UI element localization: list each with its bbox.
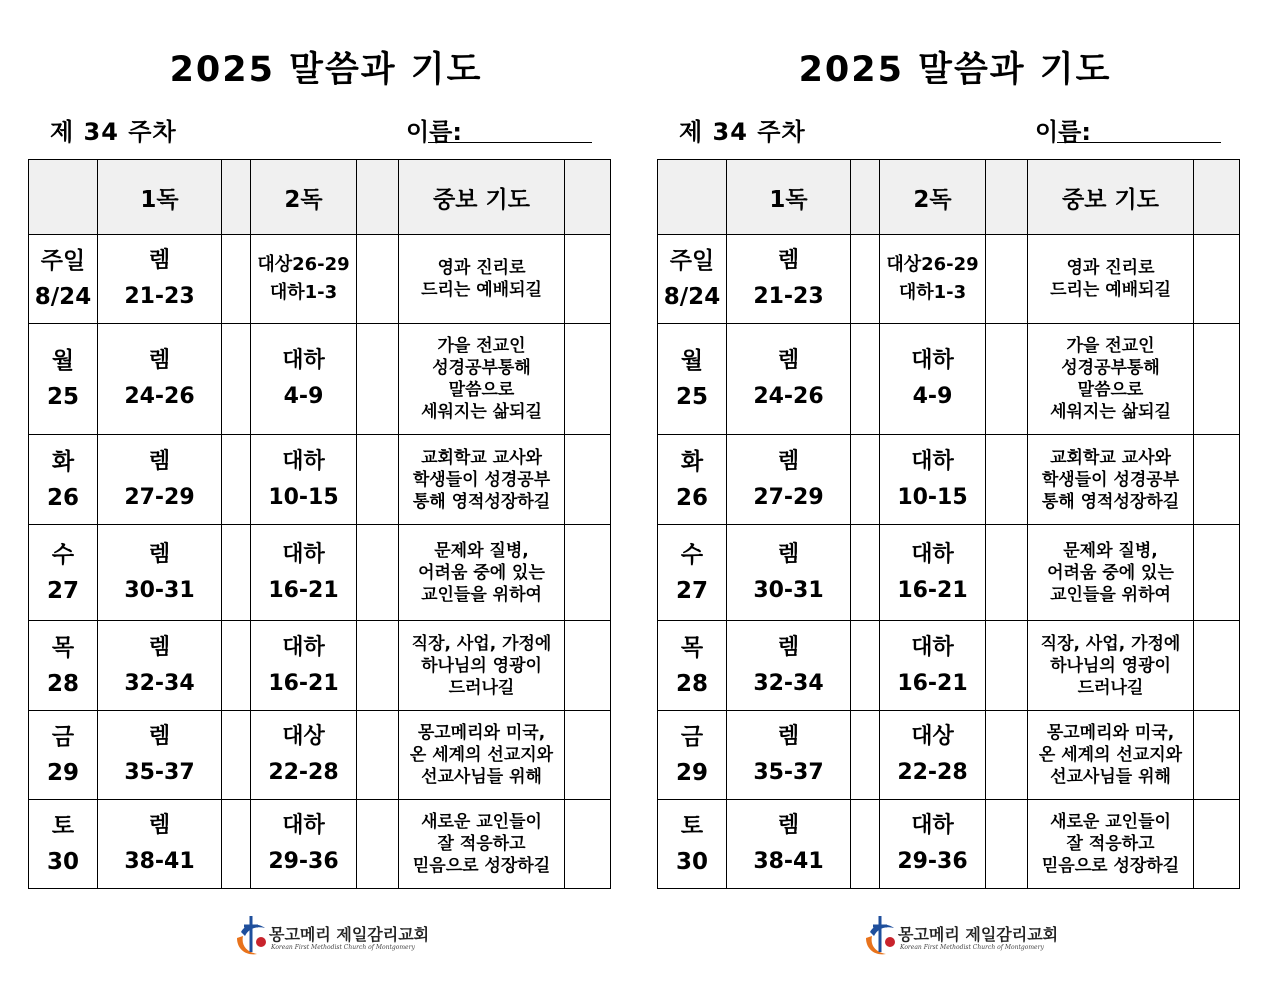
reading2-chapters: 16-21 bbox=[897, 670, 968, 696]
day-name: 금 bbox=[51, 724, 75, 750]
day-row bbox=[658, 711, 1240, 800]
reading1-chapters: 35-37 bbox=[753, 760, 824, 785]
prayer-line: 직장, 사업, 가정에 bbox=[411, 633, 552, 654]
day-cell bbox=[658, 621, 727, 711]
prayer-cell bbox=[399, 324, 565, 435]
sheet-title: 2025 말씀과 기도 bbox=[798, 50, 1112, 90]
reading1-cell bbox=[727, 621, 851, 711]
prayer-checkbox[interactable] bbox=[565, 711, 611, 800]
church-subtitle: Korean First Methodist Church of Montgomery bbox=[900, 944, 1044, 951]
reading2-cell bbox=[880, 621, 986, 711]
reading1-chapters: 32-34 bbox=[124, 670, 195, 696]
prayer-checkbox[interactable] bbox=[565, 800, 611, 889]
reading2-book: 대하 bbox=[282, 813, 325, 838]
day-row bbox=[29, 435, 611, 525]
day-row bbox=[658, 800, 1240, 889]
week-label: 제 34 주차 bbox=[679, 118, 806, 146]
day-date: 28 bbox=[46, 670, 79, 697]
reading2-book: 대하 bbox=[911, 541, 954, 567]
reading2-cell bbox=[251, 435, 357, 525]
prayer-checkbox[interactable] bbox=[565, 235, 611, 324]
reading1-checkbox[interactable] bbox=[851, 324, 880, 435]
reading1-checkbox[interactable] bbox=[851, 711, 880, 800]
prayer-checkbox[interactable] bbox=[1194, 235, 1240, 324]
prayer-cell bbox=[399, 525, 565, 621]
prayer-line: 문제와 질병, bbox=[434, 540, 529, 561]
header-check3-cell bbox=[1194, 160, 1240, 235]
day-cell bbox=[658, 235, 727, 324]
reading1-book: 렘 bbox=[148, 248, 171, 273]
reading1-checkbox[interactable] bbox=[222, 800, 251, 889]
prayer-line: 문제와 질병, bbox=[1063, 540, 1158, 561]
reading1-book: 렘 bbox=[777, 348, 800, 373]
day-date: 25 bbox=[46, 384, 79, 410]
day-date: 26 bbox=[675, 484, 708, 511]
day-cell bbox=[29, 711, 98, 800]
header-day-cell bbox=[658, 160, 727, 235]
reading1-checkbox[interactable] bbox=[222, 324, 251, 435]
prayer-line: 영과 진리로 bbox=[437, 258, 526, 278]
reading2-checkbox[interactable] bbox=[357, 235, 399, 324]
prayer-checkbox[interactable] bbox=[565, 525, 611, 621]
prayer-line: 믿음으로 성장하길 bbox=[412, 856, 551, 876]
prayer-checkbox[interactable] bbox=[1194, 324, 1240, 435]
reading1-chapters: 38-41 bbox=[124, 849, 195, 874]
week-label: 제 34 주차 bbox=[50, 118, 177, 146]
day-cell bbox=[29, 235, 98, 324]
reading2-book: 대하 bbox=[282, 541, 325, 567]
header-check2-cell bbox=[357, 160, 399, 235]
reading2-chapters: 22-28 bbox=[897, 760, 968, 785]
prayer-cell bbox=[1028, 435, 1194, 525]
day-name: 토 bbox=[680, 813, 704, 839]
prayer-cell bbox=[399, 711, 565, 800]
reading1-book: 렘 bbox=[777, 248, 800, 273]
reading2-book: 대하 bbox=[911, 813, 954, 838]
day-cell bbox=[658, 711, 727, 800]
prayer-line: 교회학교 교사와 bbox=[1050, 447, 1171, 468]
prayer-line: 통해 영적성장하길 bbox=[1041, 491, 1180, 512]
day-name: 월 bbox=[680, 348, 704, 374]
reading1-book: 렘 bbox=[777, 541, 800, 567]
table-header-row bbox=[658, 160, 1240, 235]
reading2-cell bbox=[251, 711, 357, 800]
reading2-cell bbox=[251, 525, 357, 621]
day-date: 27 bbox=[46, 577, 79, 604]
reading1-book: 렘 bbox=[148, 634, 171, 660]
name-label: 이름: bbox=[406, 118, 462, 146]
prayer-line: 말씀으로 bbox=[1077, 380, 1144, 400]
church-name: 몽고메리 제일감리교회 bbox=[269, 925, 430, 944]
prayer-line: 선교사님들 위해 bbox=[421, 767, 542, 787]
header-check2-cell bbox=[986, 160, 1028, 235]
reading1-cell bbox=[727, 324, 851, 435]
day-date: 30 bbox=[675, 849, 708, 875]
reading2-book: 대상26-29 bbox=[257, 254, 350, 275]
header-reading1: 1독 bbox=[727, 160, 851, 235]
reading2-checkbox[interactable] bbox=[357, 800, 399, 889]
name-label: 이름: bbox=[1035, 118, 1091, 146]
reading2-checkbox[interactable] bbox=[986, 324, 1028, 435]
name-field-line[interactable] bbox=[1057, 142, 1221, 143]
prayer-line: 잘 적응하고 bbox=[1066, 834, 1155, 854]
church-subtitle: Korean First Methodist Church of Montgomery bbox=[271, 944, 415, 951]
reading1-book: 렘 bbox=[777, 448, 800, 474]
reading1-book: 렘 bbox=[777, 813, 800, 838]
prayer-checkbox[interactable] bbox=[565, 435, 611, 525]
reading2-checkbox[interactable] bbox=[357, 435, 399, 525]
prayer-line: 학생들이 성경공부 bbox=[412, 469, 551, 490]
day-row bbox=[29, 711, 611, 800]
prayer-line: 가을 전교인 bbox=[437, 336, 526, 356]
reading1-book: 렘 bbox=[148, 448, 171, 474]
reading2-checkbox[interactable] bbox=[986, 800, 1028, 889]
day-date: 27 bbox=[675, 577, 708, 604]
day-row bbox=[29, 324, 611, 435]
reading2-chapters: 대하1-3 bbox=[898, 282, 967, 303]
day-date: 29 bbox=[46, 760, 79, 786]
day-row bbox=[658, 435, 1240, 525]
reading2-chapters: 10-15 bbox=[897, 484, 968, 510]
prayer-line: 드리는 예배되길 bbox=[421, 280, 542, 300]
day-row bbox=[658, 525, 1240, 621]
reading2-book: 대상 bbox=[282, 724, 325, 749]
prayer-line: 교회학교 교사와 bbox=[421, 447, 542, 468]
table-header-row bbox=[29, 160, 611, 235]
day-date: 8/24 bbox=[663, 284, 721, 310]
reading1-chapters: 24-26 bbox=[124, 384, 195, 409]
reading2-chapters: 29-36 bbox=[897, 849, 968, 874]
prayer-line: 어려움 중에 있는 bbox=[1047, 562, 1174, 583]
reading1-book: 렘 bbox=[777, 634, 800, 660]
day-cell bbox=[658, 525, 727, 621]
reading1-book: 렘 bbox=[777, 724, 800, 749]
prayer-line: 통해 영적성장하길 bbox=[412, 491, 551, 512]
reading1-chapters: 32-34 bbox=[753, 670, 824, 696]
prayer-checkbox[interactable] bbox=[1194, 711, 1240, 800]
day-row bbox=[658, 621, 1240, 711]
reading1-cell bbox=[98, 235, 222, 324]
reading2-cell bbox=[880, 435, 986, 525]
church-logo bbox=[860, 912, 1059, 958]
reading1-checkbox[interactable] bbox=[851, 435, 880, 525]
prayer-line: 어려움 중에 있는 bbox=[418, 562, 545, 583]
prayer-cell bbox=[1028, 711, 1194, 800]
prayer-line: 영과 진리로 bbox=[1066, 258, 1155, 278]
reading2-chapters: 10-15 bbox=[268, 484, 339, 510]
reading1-chapters: 35-37 bbox=[124, 760, 195, 785]
reading2-cell bbox=[880, 800, 986, 889]
prayer-cell bbox=[399, 621, 565, 711]
reading2-cell bbox=[880, 235, 986, 324]
reading2-book: 대상26-29 bbox=[886, 254, 979, 275]
day-date: 30 bbox=[46, 849, 79, 875]
day-date: 29 bbox=[675, 760, 708, 786]
reading2-chapters: 16-21 bbox=[268, 670, 339, 696]
prayer-cell bbox=[1028, 324, 1194, 435]
church-name: 몽고메리 제일감리교회 bbox=[898, 925, 1059, 944]
day-name: 화 bbox=[51, 448, 75, 475]
reading1-chapters: 27-29 bbox=[753, 484, 824, 510]
reading2-checkbox[interactable] bbox=[986, 621, 1028, 711]
reading1-checkbox[interactable] bbox=[222, 525, 251, 621]
prayer-line: 드러나길 bbox=[448, 677, 515, 698]
reading1-cell bbox=[98, 711, 222, 800]
prayer-line: 드러나길 bbox=[1077, 677, 1144, 698]
reading2-checkbox[interactable] bbox=[357, 621, 399, 711]
header-prayer: 중보 기도 bbox=[399, 160, 565, 235]
reading1-chapters: 38-41 bbox=[753, 849, 824, 874]
reading2-checkbox[interactable] bbox=[357, 324, 399, 435]
reading1-chapters: 30-31 bbox=[124, 577, 195, 603]
reading2-checkbox[interactable] bbox=[357, 525, 399, 621]
header-check1-cell bbox=[851, 160, 880, 235]
day-row bbox=[29, 235, 611, 324]
reading2-chapters: 4-9 bbox=[912, 384, 953, 409]
reading1-checkbox[interactable] bbox=[222, 235, 251, 324]
reading2-chapters: 16-21 bbox=[268, 577, 339, 603]
header-check3-cell bbox=[565, 160, 611, 235]
prayer-line: 새로운 교인들이 bbox=[1050, 812, 1171, 832]
reading1-cell bbox=[727, 235, 851, 324]
reading2-cell bbox=[880, 525, 986, 621]
prayer-line: 새로운 교인들이 bbox=[421, 812, 542, 832]
reading1-checkbox[interactable] bbox=[851, 621, 880, 711]
prayer-checkbox[interactable] bbox=[1194, 525, 1240, 621]
reading2-book: 대하 bbox=[911, 348, 954, 373]
reading2-book: 대하 bbox=[282, 448, 325, 474]
prayer-cell bbox=[399, 435, 565, 525]
reading1-checkbox[interactable] bbox=[851, 235, 880, 324]
reading1-book: 렘 bbox=[148, 348, 171, 373]
reading2-cell bbox=[880, 711, 986, 800]
day-name: 목 bbox=[680, 634, 704, 661]
church-logo bbox=[231, 912, 430, 958]
day-name: 월 bbox=[51, 348, 75, 374]
prayer-line: 잘 적응하고 bbox=[437, 834, 526, 854]
day-cell bbox=[658, 800, 727, 889]
reading2-chapters: 16-21 bbox=[897, 577, 968, 603]
reading-plan-table bbox=[28, 159, 611, 889]
reading1-cell bbox=[98, 435, 222, 525]
reading1-chapters: 24-26 bbox=[753, 384, 824, 409]
reading1-chapters: 30-31 bbox=[753, 577, 824, 603]
reading2-chapters: 4-9 bbox=[283, 384, 324, 409]
header-reading1: 1독 bbox=[98, 160, 222, 235]
prayer-cell bbox=[399, 235, 565, 324]
day-cell bbox=[29, 621, 98, 711]
prayer-line: 직장, 사업, 가정에 bbox=[1040, 633, 1181, 654]
header-day-cell bbox=[29, 160, 98, 235]
reading1-checkbox[interactable] bbox=[222, 435, 251, 525]
prayer-cell bbox=[1028, 525, 1194, 621]
prayer-line: 온 세계의 선교지와 bbox=[409, 745, 554, 765]
prayer-line: 가을 전교인 bbox=[1066, 336, 1155, 356]
day-row bbox=[29, 800, 611, 889]
prayer-line: 세워지는 삶되길 bbox=[421, 402, 542, 422]
prayer-checkbox[interactable] bbox=[1194, 800, 1240, 889]
day-name: 금 bbox=[680, 724, 704, 750]
day-name: 목 bbox=[51, 634, 75, 661]
reading1-cell bbox=[98, 621, 222, 711]
reading1-cell bbox=[727, 435, 851, 525]
prayer-line: 드리는 예배되길 bbox=[1050, 280, 1171, 300]
day-row bbox=[29, 621, 611, 711]
reading-sheet-left bbox=[26, 0, 626, 989]
reading2-cell bbox=[251, 800, 357, 889]
day-row bbox=[29, 525, 611, 621]
header-reading2: 2독 bbox=[251, 160, 357, 235]
prayer-line: 세워지는 삶되길 bbox=[1050, 402, 1171, 422]
day-cell bbox=[29, 324, 98, 435]
reading1-checkbox[interactable] bbox=[222, 621, 251, 711]
day-name: 토 bbox=[51, 813, 75, 839]
reading1-cell bbox=[98, 800, 222, 889]
prayer-line: 몽고메리와 미국, bbox=[417, 723, 546, 743]
reading2-checkbox[interactable] bbox=[986, 711, 1028, 800]
reading2-book: 대하 bbox=[911, 634, 954, 660]
reading2-checkbox[interactable] bbox=[357, 711, 399, 800]
name-field-line[interactable] bbox=[428, 142, 592, 143]
reading1-book: 렘 bbox=[148, 724, 171, 749]
reading2-book: 대하 bbox=[911, 448, 954, 474]
prayer-line: 교인들을 위하여 bbox=[1050, 584, 1171, 605]
reading2-checkbox[interactable] bbox=[986, 525, 1028, 621]
prayer-checkbox[interactable] bbox=[565, 324, 611, 435]
reading-sheet-right bbox=[655, 0, 1255, 989]
day-cell bbox=[658, 324, 727, 435]
day-cell bbox=[29, 435, 98, 525]
prayer-checkbox[interactable] bbox=[565, 621, 611, 711]
prayer-line: 학생들이 성경공부 bbox=[1041, 469, 1180, 490]
reading1-book: 렘 bbox=[148, 813, 171, 838]
reading2-checkbox[interactable] bbox=[986, 435, 1028, 525]
prayer-line: 믿음으로 성장하길 bbox=[1041, 856, 1180, 876]
day-cell bbox=[658, 435, 727, 525]
reading2-chapters: 대하1-3 bbox=[269, 282, 338, 303]
day-row bbox=[658, 324, 1240, 435]
prayer-cell bbox=[1028, 800, 1194, 889]
reading1-chapters: 27-29 bbox=[124, 484, 195, 510]
day-name: 주일 bbox=[40, 248, 86, 274]
prayer-cell bbox=[1028, 235, 1194, 324]
day-name: 주일 bbox=[669, 248, 715, 274]
reading2-cell bbox=[251, 235, 357, 324]
header-check1-cell bbox=[222, 160, 251, 235]
church-logo-icon bbox=[231, 912, 271, 958]
day-date: 26 bbox=[46, 484, 79, 511]
sheet-title: 2025 말씀과 기도 bbox=[169, 50, 483, 90]
reading2-book: 대하 bbox=[282, 348, 325, 373]
prayer-line: 성경공부통해 bbox=[1061, 358, 1160, 378]
reading1-chapters: 21-23 bbox=[124, 284, 195, 309]
day-name: 수 bbox=[680, 541, 704, 568]
prayer-line: 말씀으로 bbox=[448, 380, 515, 400]
reading1-cell bbox=[98, 525, 222, 621]
prayer-line: 몽고메리와 미국, bbox=[1046, 723, 1175, 743]
prayer-line: 하나님의 영광이 bbox=[1050, 655, 1171, 676]
day-name: 화 bbox=[680, 448, 704, 475]
reading2-checkbox[interactable] bbox=[986, 235, 1028, 324]
reading1-cell bbox=[727, 800, 851, 889]
reading1-cell bbox=[727, 711, 851, 800]
reading2-chapters: 22-28 bbox=[268, 760, 339, 785]
reading1-cell bbox=[727, 525, 851, 621]
church-logo-icon bbox=[860, 912, 900, 958]
prayer-line: 성경공부통해 bbox=[432, 358, 531, 378]
prayer-checkbox[interactable] bbox=[1194, 435, 1240, 525]
header-prayer: 중보 기도 bbox=[1028, 160, 1194, 235]
reading1-checkbox[interactable] bbox=[851, 525, 880, 621]
prayer-cell bbox=[399, 800, 565, 889]
day-row bbox=[658, 235, 1240, 324]
day-cell bbox=[29, 800, 98, 889]
reading1-checkbox[interactable] bbox=[222, 711, 251, 800]
reading2-cell bbox=[251, 621, 357, 711]
reading1-book: 렘 bbox=[148, 541, 171, 567]
day-date: 25 bbox=[675, 384, 708, 410]
reading1-checkbox[interactable] bbox=[851, 800, 880, 889]
reading2-cell bbox=[251, 324, 357, 435]
reading2-book: 대상 bbox=[911, 724, 954, 749]
prayer-line: 교인들을 위하여 bbox=[421, 584, 542, 605]
reading1-cell bbox=[98, 324, 222, 435]
day-date: 28 bbox=[675, 670, 708, 697]
day-name: 수 bbox=[51, 541, 75, 568]
reading2-cell bbox=[880, 324, 986, 435]
day-date: 8/24 bbox=[34, 284, 92, 310]
prayer-line: 온 세계의 선교지와 bbox=[1038, 745, 1183, 765]
reading-plan-table bbox=[657, 159, 1240, 889]
prayer-cell bbox=[1028, 621, 1194, 711]
reading2-book: 대하 bbox=[282, 634, 325, 660]
reading2-chapters: 29-36 bbox=[268, 849, 339, 874]
prayer-line: 선교사님들 위해 bbox=[1050, 767, 1171, 787]
prayer-line: 하나님의 영광이 bbox=[421, 655, 542, 676]
prayer-checkbox[interactable] bbox=[1194, 621, 1240, 711]
day-cell bbox=[29, 525, 98, 621]
reading1-chapters: 21-23 bbox=[753, 284, 824, 309]
header-reading2: 2독 bbox=[880, 160, 986, 235]
